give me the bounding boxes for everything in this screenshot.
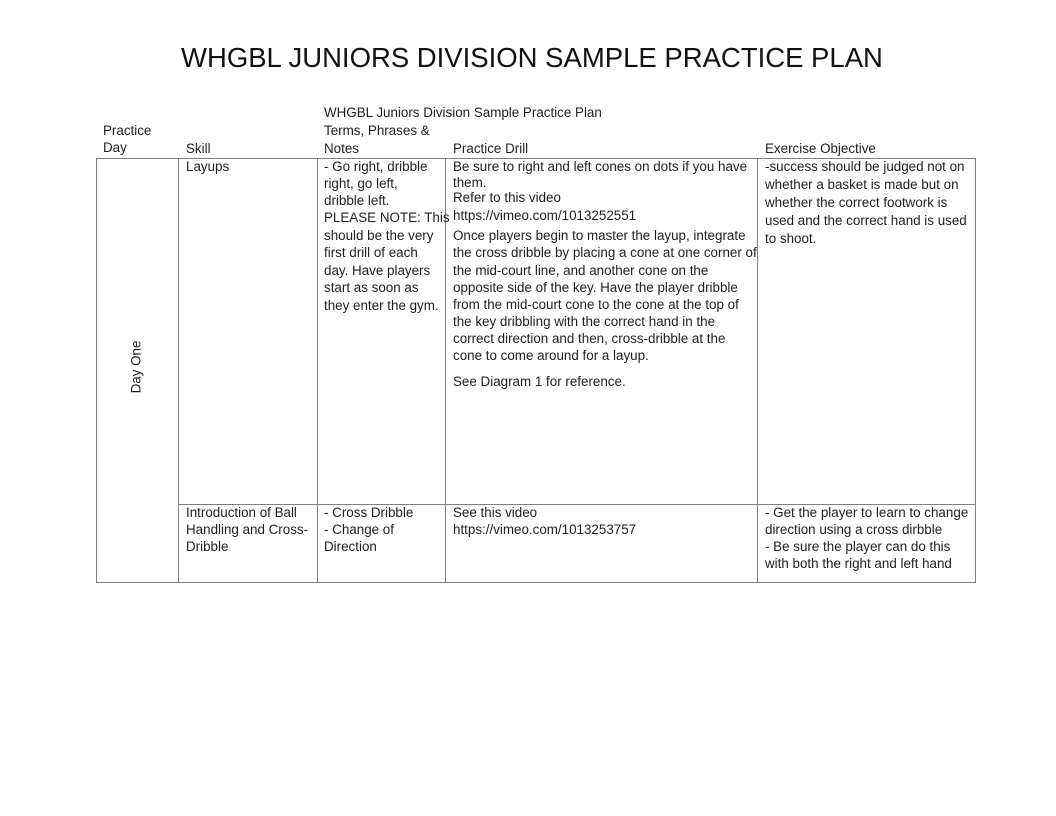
row1-terms-line: - Go right, dribble	[324, 159, 428, 174]
row1-skill: Layups	[186, 159, 230, 174]
row2-terms-line: Direction	[324, 539, 377, 554]
row1-drill-video-label: Refer to this video	[453, 190, 561, 205]
row1-drill-video-link[interactable]: https://vimeo.com/1013252551	[453, 208, 637, 223]
column-divider-skill	[178, 158, 179, 583]
row1-objective-line: used and the correct hand is used	[765, 213, 967, 228]
row2-skill-line: Handling and Cross-	[186, 522, 309, 537]
day-label: Day One	[128, 340, 144, 394]
row1-objective-line: whether the correct footwork is	[765, 195, 948, 210]
row2-objective-line: - Get the player to learn to change	[765, 505, 969, 520]
row1-drill-body-line: opposite side of the key. Have the player dribble	[453, 280, 738, 295]
row1-terms-line: they enter the gym.	[324, 298, 439, 313]
row1-drill-diagram-note: See Diagram 1 for reference.	[453, 374, 626, 389]
row1-drill-body-line: cone to come around for a layup.	[453, 348, 649, 363]
header-skill: Skill	[186, 141, 211, 156]
row2-skill-line: Dribble	[186, 539, 229, 554]
table-right-border	[975, 158, 976, 583]
row2-terms-line: - Cross Dribble	[324, 505, 414, 520]
column-divider-objective	[757, 158, 758, 583]
row1-objective-line: to shoot.	[765, 231, 817, 246]
document-title: WHGBL JUNIORS DIVISION SAMPLE PRACTICE PLAN	[181, 42, 883, 73]
row2-objective-line: with both the right and left hand	[765, 556, 952, 571]
row1-objective-line: -success should be judged not on	[765, 159, 965, 174]
table-caption: WHGBL Juniors Division Sample Practice Plan	[324, 105, 602, 120]
row1-terms-line: right, go left,	[324, 176, 398, 191]
header-terms-line2: Notes	[324, 141, 359, 156]
row1-terms-line: start as soon as	[324, 280, 419, 295]
row1-objective-line: whether a basket is made but on	[765, 177, 959, 192]
row2-drill-video-link[interactable]: https://vimeo.com/1013253757	[453, 522, 637, 537]
row1-terms-line: first drill of each	[324, 245, 418, 260]
header-practice-day-line1: Practice	[103, 123, 152, 138]
row2-skill-line: Introduction of Ball	[186, 505, 297, 520]
table-bottom-border	[96, 582, 976, 583]
row1-terms-line: dribble left.	[324, 193, 390, 208]
table-left-border	[96, 158, 97, 583]
row1-drill-body-line: Once players begin to master the layup, integrate	[453, 228, 746, 243]
row1-drill-body-line: correct direction and then, cross-dribble at the	[453, 331, 726, 346]
row2-objective-line: - Be sure the player can do this	[765, 539, 951, 554]
row1-drill-body-line: from the mid-court cone to the cone at the top of	[453, 297, 739, 312]
header-practice-day-line2: Day	[103, 140, 127, 155]
header-practice-drill: Practice Drill	[453, 141, 529, 156]
column-divider-terms	[317, 158, 318, 583]
row1-drill-intro-line: Be sure to right and left cones on dots if you have	[453, 159, 748, 174]
row2-objective-line: direction using a cross dirbble	[765, 522, 943, 537]
header-terms-line1: Terms, Phrases &	[324, 123, 430, 138]
row1-terms-line: should be the very	[324, 228, 434, 243]
header-exercise-objective: Exercise Objective	[765, 141, 876, 156]
row2-terms-line: - Change of	[324, 522, 394, 537]
row1-terms-line: PLEASE NOTE: This	[324, 210, 450, 225]
row2-drill-video-label: See this video	[453, 505, 538, 520]
row1-drill-body-line: the key dribbling with the correct hand in the	[453, 314, 716, 329]
row1-drill-intro-line: them.	[453, 175, 487, 190]
row1-drill-body-line: the mid-court line, and another cone on the	[453, 263, 709, 278]
row1-terms-line: day. Have players	[324, 263, 431, 278]
row1-drill-body-line: the cross dribble by placing a cone at one corner of	[453, 245, 757, 260]
